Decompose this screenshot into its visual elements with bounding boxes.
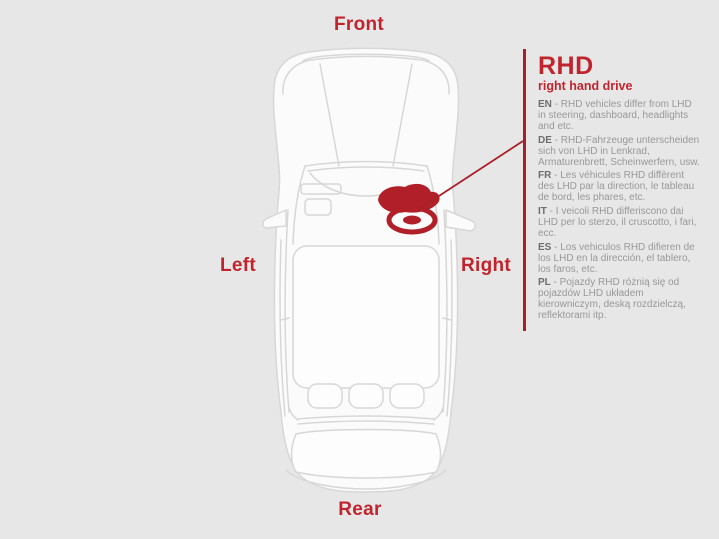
language-entry-it	[538, 207, 701, 240]
language-code: IT	[538, 206, 547, 218]
language-entries	[538, 100, 701, 322]
roof-panel	[293, 246, 439, 388]
panel-subtitle: right hand drive	[538, 79, 633, 93]
rear-headrest-center	[349, 384, 383, 408]
trunk-lid	[292, 430, 441, 479]
language-text: - RHD vehicles differ from LHD in steering, dashboard, headlights and etc.	[538, 99, 692, 132]
language-code: ES	[538, 241, 552, 253]
side-mirror-right	[446, 210, 475, 231]
rhd-info-panel	[523, 49, 701, 331]
language-text: - Pojazdy RHD różnią się od pojazdów LHD układem kierowniczym, deską rozdzielczą, reflektorami itp.	[538, 277, 686, 322]
language-code: EN	[538, 99, 552, 111]
label-left: Left	[219, 255, 257, 276]
language-text: - RHD-Fahrzeuge unterscheiden sich von LHD in Lenkrad, Armaturenbrett, Scheinwerfern, usw.	[538, 134, 700, 168]
label-rear: Rear	[338, 499, 382, 520]
language-text: - Les véhicules RHD diffèrent des LHD par la direction, le tableau de bord, les phares, etc.	[538, 170, 695, 204]
language-text: - I veicoli RHD differiscono dai LHD per lo sterzo, il cruscotto, i fari, ecc.	[538, 206, 697, 239]
language-code: FR	[538, 170, 552, 182]
language-entry-en	[538, 100, 701, 133]
label-right: Right	[460, 255, 512, 276]
rear-headrest-left	[308, 384, 342, 408]
car-body-group	[263, 48, 475, 492]
label-front: Front	[333, 14, 385, 35]
language-text: - Los vehiculos RHD difieren de los LHD en la dirección, el tablero, los faros, etc.	[538, 241, 695, 275]
language-code: PL	[538, 277, 551, 289]
rear-headrest-right	[390, 384, 424, 408]
language-entry-de	[538, 136, 701, 169]
side-mirror-left	[263, 210, 286, 228]
language-entry-fr	[538, 171, 701, 204]
language-code: DE	[538, 134, 552, 146]
language-entry-pl	[538, 278, 701, 322]
language-entry-es	[538, 243, 701, 276]
panel-title: RHD	[538, 52, 594, 80]
